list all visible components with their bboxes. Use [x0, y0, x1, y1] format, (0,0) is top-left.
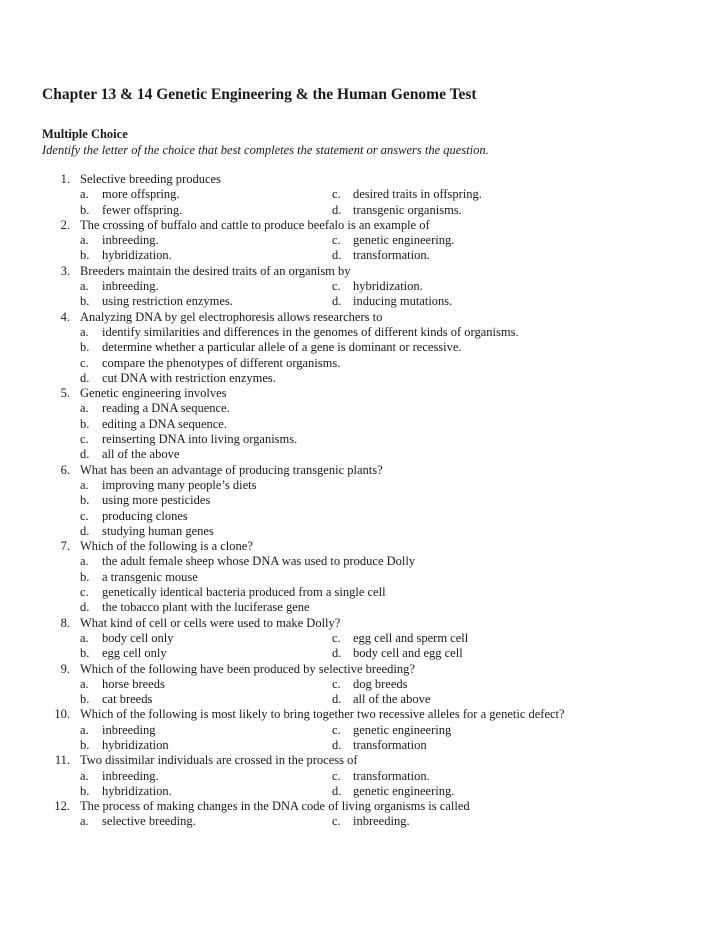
question-number: 1.	[60, 172, 70, 186]
question-number: 4.	[60, 309, 70, 324]
question-text: Which of the following have been produced by selective breeding?	[80, 661, 415, 676]
question-text: Selective breeding produces	[80, 172, 221, 186]
option-text: egg cell and sperm cell	[353, 630, 469, 645]
option-text: reading a DNA sequence.	[102, 401, 230, 416]
option-text: improving many people’s diets	[102, 477, 257, 492]
option-text: hybridization	[102, 737, 169, 752]
option-letter: c.	[332, 676, 341, 691]
question-number: 11.	[54, 753, 70, 768]
question-number: 6.	[60, 462, 70, 477]
option-letter: c.	[80, 355, 89, 370]
option-row	[0, 233, 728, 248]
option-row	[0, 401, 728, 416]
option-row	[0, 417, 728, 432]
option-text: reinserting DNA into living organisms.	[102, 432, 298, 447]
question-text: What has been an advantage of producing transgenic plants?	[80, 462, 383, 477]
option-letter: c.	[332, 630, 341, 645]
option-row	[0, 585, 728, 600]
option-letter: c.	[332, 814, 341, 829]
question-stem	[0, 463, 728, 478]
option-letter: c.	[332, 187, 341, 202]
option-text: determine whether a particular allele of a gene is dominant or recessive.	[102, 340, 462, 355]
option-letter: b.	[80, 416, 90, 431]
option-letter: c.	[80, 585, 89, 600]
section-instructions: Identify the letter of the choice that best completes the statement or answers the question.	[42, 143, 489, 157]
option-row	[0, 493, 728, 508]
question-text: The crossing of buffalo and cattle to produce beefalo is an example of	[80, 217, 430, 232]
option-text: transgenic organisms.	[353, 202, 462, 217]
option-text: editing a DNA sequence.	[102, 416, 227, 431]
option-letter: b.	[80, 692, 90, 707]
question-stem	[0, 264, 728, 279]
option-letter: d.	[80, 447, 90, 462]
option-text: identify similarities and differences in the genomes of different kinds of organisms.	[102, 324, 519, 339]
option-text: selective breeding.	[102, 814, 196, 829]
option-text: a transgenic mouse	[102, 569, 198, 584]
option-letter: d.	[332, 646, 342, 661]
option-text: all of the above	[102, 447, 180, 462]
option-text: inbreeding	[102, 722, 156, 737]
option-letter: c.	[332, 722, 341, 737]
option-row	[0, 509, 728, 524]
option-letter: b.	[80, 493, 90, 508]
option-text: cat breeds	[102, 692, 153, 707]
option-letter: d.	[332, 294, 342, 309]
option-letter: a.	[80, 630, 89, 645]
option-text: dog breeds	[353, 676, 408, 691]
question-number: 10.	[54, 707, 70, 722]
question-number: 7.	[60, 539, 70, 554]
question-text: Breeders maintain the desired traits of an organism by	[80, 263, 351, 278]
option-row	[0, 294, 728, 309]
option-text: egg cell only	[102, 646, 167, 661]
question-text: What kind of cell or cells were used to make Dolly?	[80, 615, 341, 630]
option-letter: b.	[80, 569, 90, 584]
option-row	[0, 187, 728, 202]
option-text: cut DNA with restriction enzymes.	[102, 370, 276, 385]
option-letter: c.	[80, 508, 89, 523]
option-letter: c.	[332, 233, 341, 248]
question-number: 2.	[60, 217, 70, 232]
option-text: fewer offspring.	[102, 202, 183, 217]
option-row	[0, 631, 728, 646]
option-text: the adult female sheep whose DNA was used to produce Dolly	[102, 554, 416, 569]
option-letter: d.	[80, 523, 90, 538]
question-text: Analyzing DNA by gel electrophoresis allows researchers to	[80, 309, 383, 324]
option-text: using restriction enzymes.	[102, 294, 233, 309]
option-letter: c.	[332, 768, 341, 783]
option-letter: a.	[80, 401, 89, 416]
option-letter: d.	[332, 783, 342, 798]
option-row	[0, 646, 728, 661]
question-number: 12.	[54, 799, 70, 814]
question-text: Genetic engineering involves	[80, 386, 227, 401]
option-letter: a.	[80, 676, 89, 691]
option-text: genetic engineering.	[353, 783, 455, 798]
option-letter: c.	[332, 279, 341, 294]
option-row	[0, 340, 728, 355]
option-letter: a.	[80, 187, 89, 202]
option-letter: a.	[80, 722, 89, 737]
option-row	[0, 769, 728, 784]
option-text: hybridization.	[102, 783, 172, 798]
option-letter: b.	[80, 340, 90, 355]
option-row	[0, 738, 728, 753]
option-text: body cell and egg cell	[353, 646, 463, 661]
option-row	[0, 723, 728, 738]
option-text: hybridization.	[353, 279, 423, 294]
option-letter: b.	[80, 248, 90, 263]
option-text: desired traits in offspring.	[353, 187, 482, 202]
section-heading: Multiple Choice	[42, 127, 128, 141]
question-list	[0, 172, 728, 830]
question-stem	[0, 172, 728, 187]
option-text: hybridization.	[102, 248, 172, 263]
option-row	[0, 447, 728, 462]
option-row	[0, 814, 728, 829]
option-letter: d.	[332, 202, 342, 217]
option-letter: b.	[80, 202, 90, 217]
option-row	[0, 677, 728, 692]
question-stem	[0, 662, 728, 677]
option-row	[0, 203, 728, 218]
option-letter: a.	[80, 279, 89, 294]
option-letter: b.	[80, 783, 90, 798]
option-text: inbreeding.	[102, 279, 159, 294]
question-text: Two dissimilar individuals are crossed in the process of	[80, 753, 358, 768]
option-row	[0, 570, 728, 585]
question-text: Which of the following is a clone?	[80, 539, 253, 554]
option-letter: a.	[80, 768, 89, 783]
option-text: genetic engineering	[353, 722, 452, 737]
question-stem	[0, 707, 728, 722]
option-text: the tobacco plant with the luciferase gene	[102, 600, 310, 615]
option-letter: b.	[80, 646, 90, 661]
option-text: all of the above	[353, 692, 431, 707]
option-letter: d.	[332, 692, 342, 707]
question-stem	[0, 753, 728, 768]
question-stem	[0, 310, 728, 325]
question-number: 3.	[60, 263, 70, 278]
option-row	[0, 432, 728, 447]
option-text: genetic engineering.	[353, 233, 455, 248]
option-text: body cell only	[102, 630, 174, 645]
option-row	[0, 478, 728, 493]
question-text: Which of the following is most likely to bring together two recessive alleles for a genetic defect?	[80, 707, 565, 722]
option-row	[0, 356, 728, 371]
option-letter: a.	[80, 324, 89, 339]
question-stem	[0, 218, 728, 233]
option-text: transformation.	[353, 248, 430, 263]
option-text: using more pesticides	[102, 493, 211, 508]
option-letter: a.	[80, 814, 89, 829]
option-row	[0, 692, 728, 707]
option-letter: b.	[80, 737, 90, 752]
option-letter: d.	[80, 600, 90, 615]
question-text: The process of making changes in the DNA code of living organisms is called	[80, 799, 470, 814]
question-stem	[0, 616, 728, 631]
question-number: 8.	[60, 615, 70, 630]
option-text: inbreeding.	[353, 814, 410, 829]
question-stem	[0, 386, 728, 401]
option-letter: d.	[332, 737, 342, 752]
option-letter: a.	[80, 477, 89, 492]
option-letter: c.	[80, 432, 89, 447]
option-row	[0, 600, 728, 615]
option-text: studying human genes	[102, 523, 214, 538]
option-text: horse breeds	[102, 676, 165, 691]
question-number: 5.	[60, 386, 70, 401]
option-text: producing clones	[102, 508, 188, 523]
option-letter: d.	[332, 248, 342, 263]
option-row	[0, 248, 728, 263]
option-row	[0, 279, 728, 294]
option-text: genetically identical bacteria produced from a single cell	[102, 585, 386, 600]
option-row	[0, 524, 728, 539]
option-row	[0, 554, 728, 569]
option-row	[0, 325, 728, 340]
option-letter: a.	[80, 233, 89, 248]
option-text: inducing mutations.	[353, 294, 453, 309]
option-text: inbreeding.	[102, 233, 159, 248]
page-title: Chapter 13 & 14 Genetic Engineering & the Human Genome Test	[42, 86, 477, 103]
question-stem	[0, 539, 728, 554]
option-text: transformation.	[353, 768, 430, 783]
option-letter: d.	[80, 370, 90, 385]
option-text: compare the phenotypes of different organisms.	[102, 355, 341, 370]
option-letter: b.	[80, 294, 90, 309]
option-text: transformation	[353, 737, 427, 752]
option-row	[0, 784, 728, 799]
option-text: more offspring.	[102, 187, 180, 202]
question-stem	[0, 799, 728, 814]
option-row	[0, 371, 728, 386]
question-number: 9.	[60, 661, 70, 676]
option-letter: a.	[80, 554, 89, 569]
option-text: inbreeding.	[102, 768, 159, 783]
